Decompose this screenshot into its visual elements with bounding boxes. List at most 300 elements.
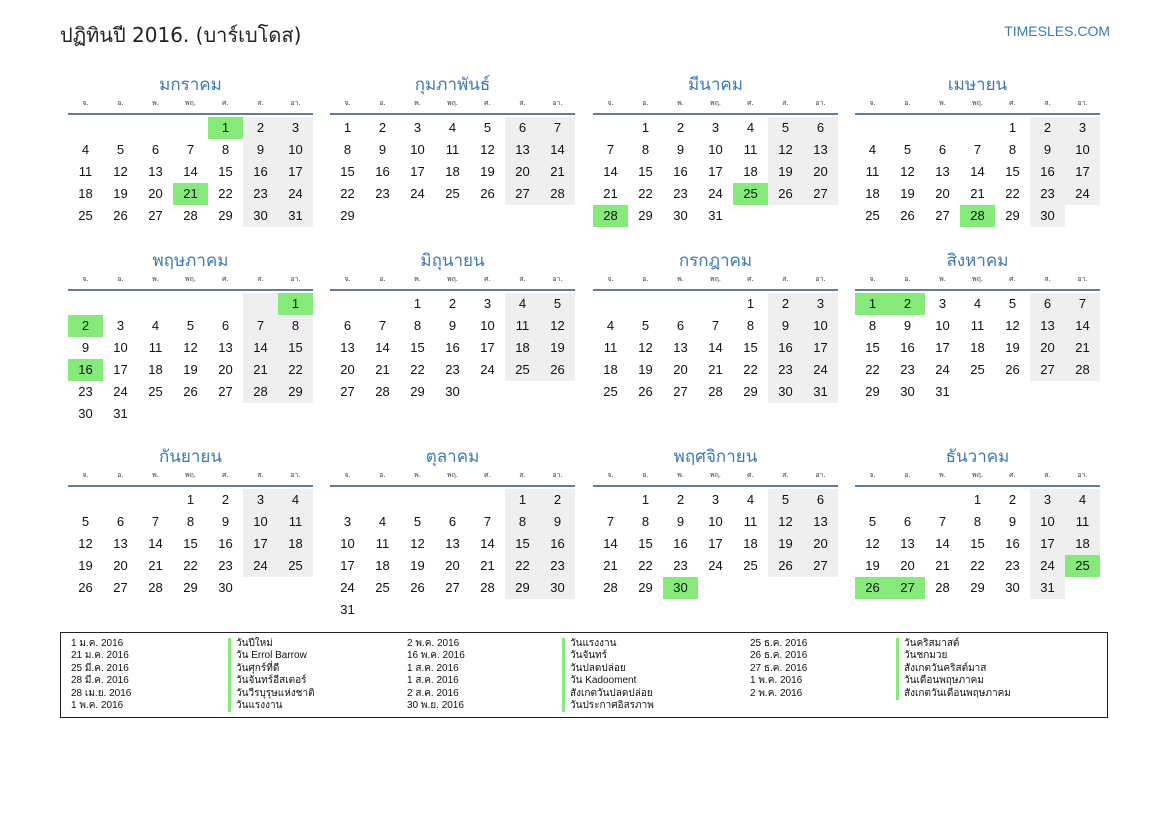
day-cell: 5	[81, 514, 90, 529]
empty-cell	[593, 117, 628, 139]
day-cell: 24	[1065, 183, 1100, 205]
day-cell: 8	[186, 514, 195, 529]
day-cell: 10	[708, 142, 723, 157]
day-cell: 13	[803, 139, 838, 161]
day-cell: 4	[378, 514, 387, 529]
day-cell: 27	[445, 580, 460, 595]
day-cell: 23	[78, 384, 93, 399]
day-cell: 2	[448, 296, 457, 311]
weekday-label: อา.	[815, 275, 826, 283]
holiday-day-cell: 2	[890, 293, 925, 315]
weekday-label: อา.	[552, 99, 563, 107]
weekday-label: อา.	[815, 99, 826, 107]
day-cell: 6	[505, 117, 540, 139]
month-block	[593, 248, 838, 403]
day-cell: 18	[970, 340, 985, 355]
day-cell: 18	[743, 164, 758, 179]
day-cell: 8	[413, 318, 422, 333]
day-cell: 28	[183, 208, 198, 223]
day-cell: 12	[900, 164, 915, 179]
legend-holiday-name: วันเดือนพฤษภาคม	[896, 675, 1011, 687]
month-name: พฤษภาคม	[152, 251, 229, 271]
day-cell: 11	[148, 340, 163, 355]
day-cell: 23	[900, 362, 915, 377]
weekday-label: พฤ.	[709, 275, 722, 283]
day-cell: 18	[148, 362, 163, 377]
day-cell: 26	[638, 384, 653, 399]
day-cell: 15	[278, 337, 313, 359]
day-cell: 27	[218, 384, 233, 399]
day-cell: 25	[375, 580, 390, 595]
day-cell: 20	[505, 161, 540, 183]
weekday-label: ศ.	[484, 471, 491, 479]
month-block	[855, 444, 1100, 599]
day-cell: 14	[708, 340, 723, 355]
day-cell: 24	[708, 186, 723, 201]
day-cell: 10	[340, 536, 355, 551]
day-cell: 7	[151, 514, 160, 529]
day-cell: 17	[410, 164, 425, 179]
day-cell: 7	[243, 315, 278, 337]
weekday-label: จ.	[607, 471, 614, 479]
day-cell: 11	[278, 511, 313, 533]
day-cell: 13	[148, 164, 163, 179]
day-cell: 12	[183, 340, 198, 355]
holiday-day-cell: 1	[278, 293, 313, 315]
day-cell: 15	[743, 340, 758, 355]
day-cell: 26	[1005, 362, 1020, 377]
day-cell: 30	[540, 577, 575, 599]
day-cell: 29	[638, 208, 653, 223]
legend-holiday-name: วัน Kadooment	[562, 675, 654, 687]
empty-cell	[470, 489, 505, 511]
day-cell: 2	[1030, 117, 1065, 139]
month-name: กุมภาพันธ์	[414, 75, 491, 95]
empty-cell	[890, 117, 925, 139]
day-cell: 6	[221, 318, 230, 333]
day-cell: 24	[708, 558, 723, 573]
legend-names-col-3	[896, 638, 1011, 700]
day-cell: 28	[708, 384, 723, 399]
weekday-label: ส.	[257, 99, 264, 107]
day-cell: 4	[505, 293, 540, 315]
weekday-label: พ.	[414, 275, 421, 283]
day-cell: 9	[676, 142, 685, 157]
weekday-label: พ.	[677, 471, 684, 479]
weekday-label: จ.	[607, 99, 614, 107]
empty-cell	[173, 117, 208, 139]
day-cell: 23	[243, 183, 278, 205]
day-cell: 8	[278, 315, 313, 337]
day-cell: 26	[410, 580, 425, 595]
empty-cell	[890, 489, 925, 511]
day-cell: 21	[375, 362, 390, 377]
day-cell: 2	[676, 120, 685, 135]
day-cell: 13	[340, 340, 355, 355]
day-cell: 20	[148, 186, 163, 201]
holiday-legend	[60, 632, 1108, 718]
legend-date: 2 พ.ค. 2016	[750, 687, 803, 699]
day-cell: 22	[505, 555, 540, 577]
empty-cell	[855, 117, 890, 139]
day-cell: 5	[868, 514, 877, 529]
weekday-header	[855, 470, 1100, 487]
day-cell: 7	[711, 318, 720, 333]
day-cell: 19	[768, 161, 803, 183]
day-cell: 5	[768, 117, 803, 139]
holiday-day-cell: 1	[855, 293, 890, 315]
day-cell: 20	[1030, 337, 1065, 359]
empty-cell	[243, 293, 278, 315]
day-cell: 3	[938, 296, 947, 311]
day-cell: 12	[410, 536, 425, 551]
day-cell: 29	[340, 208, 355, 223]
days-grid	[855, 293, 1100, 403]
weekday-label: พ.	[414, 99, 421, 107]
legend-names-col-1	[228, 638, 315, 712]
day-cell: 23	[540, 555, 575, 577]
day-cell: 16	[375, 164, 390, 179]
weekday-label: ศ.	[222, 99, 229, 107]
day-cell: 1	[343, 120, 352, 135]
weekday-header	[855, 98, 1100, 115]
day-cell: 14	[480, 536, 495, 551]
day-cell: 16	[673, 164, 688, 179]
weekday-label: พฤ.	[709, 99, 722, 107]
day-cell: 3	[483, 296, 492, 311]
day-cell: 6	[448, 514, 457, 529]
day-cell: 10	[803, 315, 838, 337]
month-block	[330, 72, 575, 227]
legend-dates-col-2	[407, 638, 465, 712]
day-cell: 4	[746, 120, 755, 135]
days-grid	[330, 489, 575, 621]
day-cell: 23	[673, 186, 688, 201]
day-cell: 10	[935, 318, 950, 333]
day-cell: 3	[278, 117, 313, 139]
weekday-header	[330, 274, 575, 291]
day-cell: 28	[603, 580, 618, 595]
weekday-label: อา.	[290, 99, 301, 107]
day-cell: 6	[803, 117, 838, 139]
legend-holiday-name: สังเกตวันปลดปล่อย	[562, 688, 654, 700]
day-cell: 20	[113, 558, 128, 573]
legend-dates-col-1	[71, 638, 131, 712]
day-cell: 29	[743, 384, 758, 399]
month-block	[593, 72, 838, 227]
empty-cell	[960, 117, 995, 139]
day-cell: 25	[505, 359, 540, 381]
legend-date: 28 เม.ย. 2016	[71, 687, 132, 699]
weekday-label: อา.	[1077, 99, 1088, 107]
day-cell: 30	[78, 406, 93, 421]
empty-cell	[208, 293, 243, 315]
month-block	[330, 248, 575, 403]
day-cell: 21	[480, 558, 495, 573]
day-cell: 28	[1065, 359, 1100, 381]
weekday-label: อ.	[379, 275, 386, 283]
empty-cell	[698, 293, 733, 315]
day-cell: 13	[935, 164, 950, 179]
weekday-label: อ.	[642, 471, 649, 479]
day-cell: 25	[743, 558, 758, 573]
day-cell: 26	[480, 186, 495, 201]
day-cell: 31	[1030, 577, 1065, 599]
day-cell: 15	[410, 340, 425, 355]
holiday-day-cell: 1	[208, 117, 243, 139]
day-cell: 9	[221, 514, 230, 529]
empty-cell	[68, 293, 103, 315]
day-cell: 9	[676, 514, 685, 529]
day-cell: 21	[1065, 337, 1100, 359]
day-cell: 21	[708, 362, 723, 377]
day-cell: 11	[445, 142, 460, 157]
weekday-label: อา.	[1077, 275, 1088, 283]
empty-cell	[628, 293, 663, 315]
day-cell: 7	[606, 514, 615, 529]
day-cell: 11	[1065, 511, 1100, 533]
day-cell: 9	[768, 315, 803, 337]
day-cell: 1	[973, 492, 982, 507]
holiday-day-cell: 26	[855, 577, 890, 599]
day-cell: 22	[218, 186, 233, 201]
day-cell: 5	[641, 318, 650, 333]
weekday-label: พฤ.	[971, 99, 984, 107]
legend-holiday-name: วัน Errol Barrow	[228, 650, 315, 662]
day-cell: 25	[970, 362, 985, 377]
legend-date: 1 ส.ค. 2016	[407, 675, 459, 687]
weekday-label: อา.	[552, 471, 563, 479]
days-grid	[593, 293, 838, 403]
legend-date: 21 ม.ค. 2016	[71, 650, 129, 662]
weekday-header	[593, 274, 838, 291]
day-cell: 6	[938, 142, 947, 157]
days-grid	[68, 117, 313, 227]
legend-date: 16 พ.ค. 2016	[407, 650, 465, 662]
day-cell: 15	[970, 536, 985, 551]
day-cell: 31	[935, 384, 950, 399]
day-cell: 11	[78, 164, 93, 179]
weekday-label: พ.	[152, 275, 159, 283]
month-name: มิถุนายน	[420, 251, 485, 271]
day-cell: 26	[540, 359, 575, 381]
holiday-day-cell: 2	[68, 315, 103, 337]
day-cell: 6	[676, 318, 685, 333]
day-cell: 16	[243, 161, 278, 183]
weekday-label: พฤ.	[446, 275, 459, 283]
day-cell: 16	[673, 536, 688, 551]
weekday-label: ศ.	[747, 275, 754, 283]
day-cell: 24	[340, 580, 355, 595]
day-cell: 14	[1065, 315, 1100, 337]
day-cell: 11	[743, 514, 758, 529]
weekday-label: พ.	[677, 99, 684, 107]
legend-holiday-name: วันศุกร์ที่ดี	[228, 663, 315, 675]
month-block	[855, 248, 1100, 403]
day-cell: 19	[78, 558, 93, 573]
legend-dates-col-3	[750, 638, 807, 700]
day-cell: 23	[445, 362, 460, 377]
legend-date: 25 ธ.ค. 2016	[750, 638, 808, 649]
weekday-header	[68, 470, 313, 487]
day-cell: 6	[903, 514, 912, 529]
holiday-day-cell: 25	[733, 183, 768, 205]
legend-date: 26 ธ.ค. 2016	[750, 650, 808, 662]
day-cell: 28	[480, 580, 495, 595]
empty-cell	[435, 489, 470, 511]
day-cell: 19	[865, 558, 880, 573]
day-cell: 17	[243, 533, 278, 555]
day-cell: 15	[340, 164, 355, 179]
day-cell: 19	[1005, 340, 1020, 355]
empty-cell	[138, 489, 173, 511]
day-cell: 24	[480, 362, 495, 377]
day-cell: 29	[970, 580, 985, 595]
day-cell: 1	[641, 492, 650, 507]
day-cell: 19	[183, 362, 198, 377]
day-cell: 24	[410, 186, 425, 201]
day-cell: 9	[81, 340, 90, 355]
day-cell: 29	[638, 580, 653, 595]
day-cell: 9	[378, 142, 387, 157]
month-name: พฤศจิกายน	[673, 447, 758, 467]
day-cell: 23	[1005, 558, 1020, 573]
day-cell: 16	[218, 536, 233, 551]
day-cell: 4	[606, 318, 615, 333]
site-link[interactable]: TIMESLES.COM	[1004, 23, 1110, 39]
legend-holiday-name: วันแรงงาน	[562, 638, 654, 650]
legend-holiday-name: วันแรงงาน	[228, 700, 315, 712]
weekday-header	[593, 470, 838, 487]
day-cell: 15	[638, 536, 653, 551]
month-block	[330, 444, 575, 621]
legend-holiday-name: สังเกตวันคริสต์มาส	[896, 663, 1011, 675]
day-cell: 4	[151, 318, 160, 333]
weekday-label: จ.	[869, 275, 876, 283]
day-cell: 27	[935, 208, 950, 223]
day-cell: 11	[743, 142, 758, 157]
day-cell: 5	[1008, 296, 1017, 311]
day-cell: 27	[803, 555, 838, 577]
day-cell: 2	[378, 120, 387, 135]
weekday-label: อ.	[117, 275, 124, 283]
weekday-label: พ.	[152, 471, 159, 479]
day-cell: 8	[1008, 142, 1017, 157]
month-name: กันยายน	[158, 447, 222, 467]
day-cell: 18	[865, 186, 880, 201]
day-cell: 16	[1030, 161, 1065, 183]
day-cell: 17	[1030, 533, 1065, 555]
day-cell: 21	[603, 186, 618, 201]
day-cell: 23	[1030, 183, 1065, 205]
weekday-label: ส.	[519, 471, 526, 479]
weekday-label: อา.	[552, 275, 563, 283]
weekday-label: ส.	[1044, 471, 1051, 479]
day-cell: 10	[708, 514, 723, 529]
day-cell: 12	[78, 536, 93, 551]
day-cell: 10	[480, 318, 495, 333]
day-cell: 17	[708, 536, 723, 551]
day-cell: 16	[540, 533, 575, 555]
day-cell: 11	[375, 536, 390, 551]
day-cell: 27	[340, 384, 355, 399]
day-cell: 27	[1030, 359, 1065, 381]
day-cell: 2	[540, 489, 575, 511]
day-cell: 28	[375, 384, 390, 399]
weekday-label: ส.	[1044, 99, 1051, 107]
month-name: กรกฎาคม	[678, 251, 753, 271]
weekday-label: จ.	[607, 275, 614, 283]
day-cell: 13	[445, 536, 460, 551]
day-cell: 20	[340, 362, 355, 377]
day-cell: 29	[218, 208, 233, 223]
day-cell: 3	[711, 492, 720, 507]
day-cell: 4	[278, 489, 313, 511]
day-cell: 2	[768, 293, 803, 315]
day-cell: 17	[708, 164, 723, 179]
day-cell: 6	[151, 142, 160, 157]
day-cell: 30	[445, 384, 460, 399]
empty-cell	[138, 293, 173, 315]
day-cell: 13	[673, 340, 688, 355]
day-cell: 4	[1065, 489, 1100, 511]
day-cell: 11	[603, 340, 618, 355]
day-cell: 14	[540, 139, 575, 161]
month-name: เมษายน	[947, 75, 1008, 95]
day-cell: 1	[641, 120, 650, 135]
weekday-label: อา.	[815, 471, 826, 479]
empty-cell	[925, 117, 960, 139]
weekday-label: อ.	[642, 275, 649, 283]
weekday-label: อ.	[904, 275, 911, 283]
day-cell: 13	[900, 536, 915, 551]
day-cell: 22	[183, 558, 198, 573]
weekday-label: อ.	[642, 99, 649, 107]
day-cell: 17	[278, 161, 313, 183]
day-cell: 22	[743, 362, 758, 377]
day-cell: 16	[900, 340, 915, 355]
day-cell: 22	[638, 186, 653, 201]
weekday-label: อ.	[117, 99, 124, 107]
day-cell: 3	[413, 120, 422, 135]
day-cell: 1	[1008, 120, 1017, 135]
day-cell: 12	[638, 340, 653, 355]
weekday-label: ศ.	[1009, 99, 1016, 107]
day-cell: 27	[505, 183, 540, 205]
holiday-day-cell: 28	[593, 205, 628, 227]
day-cell: 25	[278, 555, 313, 577]
day-cell: 28	[243, 381, 278, 403]
weekday-label: จ.	[82, 471, 89, 479]
day-cell: 28	[148, 580, 163, 595]
day-cell: 25	[603, 384, 618, 399]
days-grid	[593, 489, 838, 599]
day-cell: 29	[278, 381, 313, 403]
day-cell: 31	[278, 205, 313, 227]
day-cell: 12	[865, 536, 880, 551]
day-cell: 1	[186, 492, 195, 507]
day-cell: 26	[768, 183, 803, 205]
empty-cell	[103, 489, 138, 511]
weekday-label: ส.	[782, 471, 789, 479]
day-cell: 3	[803, 293, 838, 315]
day-cell: 15	[505, 533, 540, 555]
day-cell: 18	[1065, 533, 1100, 555]
day-cell: 21	[970, 186, 985, 201]
weekday-label: จ.	[82, 99, 89, 107]
day-cell: 31	[113, 406, 128, 421]
weekday-label: ส.	[257, 275, 264, 283]
